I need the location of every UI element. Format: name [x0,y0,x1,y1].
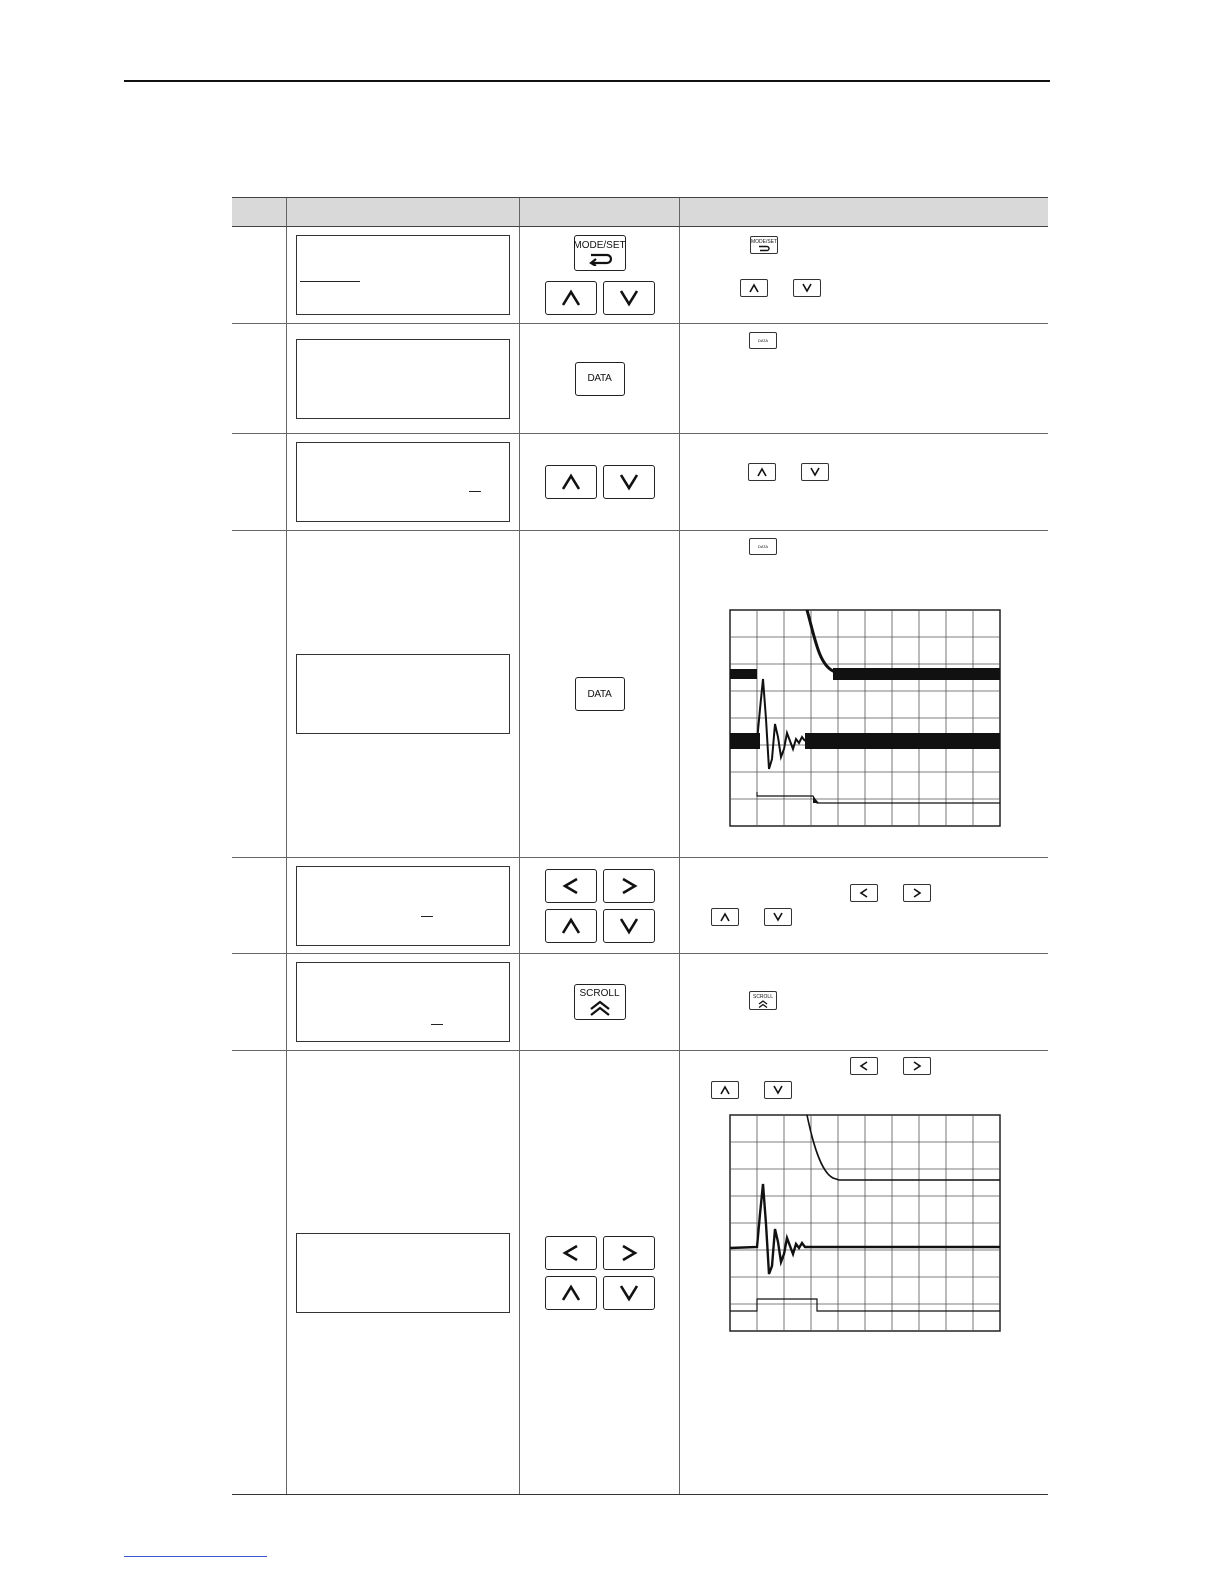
down-arrow-icon [618,1284,640,1302]
mini-scroll-key [749,991,777,1010]
operation-cell [680,227,1049,324]
down-key[interactable] [603,1276,655,1310]
mini-right-key [903,884,931,902]
table-row [232,227,1048,324]
up-arrow-icon [719,1085,731,1095]
cursor-underline [469,491,481,492]
right-key[interactable] [603,869,655,903]
keys-cell [520,954,680,1051]
left-key[interactable] [545,869,597,903]
header-step [232,198,287,227]
mini-down-key [764,908,792,926]
table-row [232,1051,1048,1495]
lcd-display [296,866,510,946]
keys-cell [520,531,680,858]
table-row [232,858,1048,954]
down-key[interactable] [603,909,655,943]
header-display [287,198,520,227]
mini-down-key [793,279,821,297]
right-key[interactable] [603,1236,655,1270]
down-arrow-icon [618,289,640,307]
step-cell [232,227,287,324]
display-cell [287,531,520,858]
data-key[interactable] [575,677,625,711]
table-row [232,434,1048,531]
oscilloscope-waveform [729,1114,1001,1332]
down-key[interactable] [603,281,655,315]
mini-down-key [764,1081,792,1099]
operation-cell [680,1051,1049,1495]
down-key[interactable] [603,465,655,499]
cursor-underline [300,281,360,282]
mini-data-label: DATA [757,338,769,343]
up-key[interactable] [545,281,597,315]
table-header-row [232,198,1048,227]
mini-right-key [903,1057,931,1075]
up-arrow-icon [560,473,582,491]
mini-scroll-label: SCROLL [752,993,773,1000]
up-arrow-icon [748,283,760,293]
operation-cell [680,954,1049,1051]
mini-left-key [850,884,878,902]
step-cell [232,954,287,1051]
display-cell [287,858,520,954]
left-arrow-icon [561,876,581,896]
keys-cell [520,858,680,954]
down-arrow-icon [772,912,784,922]
up-arrow-icon [719,912,731,922]
mini-up-key [740,279,768,297]
mini-down-key [801,463,829,481]
keys-cell [520,1051,680,1495]
display-cell [287,434,520,531]
up-arrow-icon [560,289,582,307]
header-operation [680,198,1049,227]
display-cell [287,324,520,434]
display-cell [287,227,520,324]
up-key[interactable] [545,465,597,499]
oscilloscope-waveform [729,609,1001,827]
right-arrow-icon [619,1243,639,1263]
footer-link-underline[interactable] [124,1556,267,1557]
up-arrow-icon [756,467,768,477]
step-cell [232,434,287,531]
up-key[interactable] [545,1276,597,1310]
left-key[interactable] [545,1236,597,1270]
mini-up-key [711,1081,739,1099]
scroll-key-label: SCROLL [579,988,620,999]
mini-mode-set-label: MODE/SET [750,238,778,245]
cursor-underline [421,916,433,917]
mini-data-label: DATA [757,544,769,549]
mode-set-icon [757,245,771,252]
keys-cell [520,227,680,324]
mini-up-key [711,908,739,926]
down-arrow-icon [618,473,640,491]
scroll-icon [757,1000,769,1008]
table-row [232,954,1048,1051]
mini-up-key [748,463,776,481]
display-cell [287,954,520,1051]
mode-set-key-label: MODE/SET [573,240,626,251]
up-arrow-icon [560,1284,582,1302]
operation-cell [680,531,1049,858]
keys-cell [520,434,680,531]
step-cell [232,858,287,954]
header-keys [520,198,680,227]
data-key-label: DATA [587,688,612,700]
right-arrow-icon [619,876,639,896]
table-row [232,324,1048,434]
mini-data-key [749,538,777,555]
lcd-display [296,654,510,734]
up-arrow-icon [560,917,582,935]
up-key[interactable] [545,909,597,943]
left-arrow-icon [858,1061,870,1071]
operation-cell [680,324,1049,434]
left-arrow-icon [858,888,870,898]
scroll-icon [588,1000,612,1016]
down-arrow-icon [618,917,640,935]
lcd-display [296,962,510,1042]
lcd-display [296,235,510,315]
mode-set-icon [587,252,613,266]
operation-cell [680,858,1049,954]
down-arrow-icon [801,283,813,293]
data-key[interactable] [575,362,625,396]
cursor-underline [431,1024,443,1025]
table-row [232,531,1048,858]
right-arrow-icon [911,888,923,898]
step-cell [232,324,287,434]
down-arrow-icon [809,467,821,477]
lcd-display [296,1233,510,1313]
lcd-display [296,339,510,419]
lcd-display [296,442,510,522]
left-arrow-icon [561,1243,581,1263]
down-arrow-icon [772,1085,784,1095]
step-cell [232,531,287,858]
data-key-label: DATA [587,373,612,384]
mode-set-key[interactable] [574,235,626,271]
operation-cell [680,434,1049,531]
display-cell [287,1051,520,1495]
mini-left-key [850,1057,878,1075]
operation-table [232,197,1048,1495]
mini-mode-set-key [750,236,778,254]
scroll-key[interactable] [574,984,626,1020]
step-cell [232,1051,287,1495]
top-rule [124,80,1050,82]
right-arrow-icon [911,1061,923,1071]
keys-cell [520,324,680,434]
mini-data-key [749,332,777,349]
